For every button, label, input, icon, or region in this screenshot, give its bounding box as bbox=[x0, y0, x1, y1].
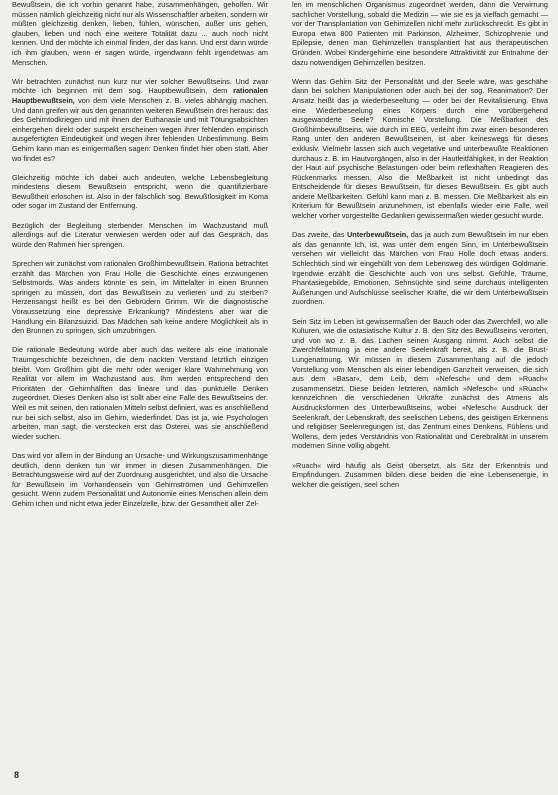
page-number: 8 bbox=[14, 770, 20, 780]
paragraph: Sprechen wir zunächst vom rationalen Großhirnbewußtsein. Rationa betrachtet erzählt das Märchen von Frau Holle die Geschichte eines erzwungenen Selbstmords. Was anders könnte es sein, im Mittelalter in einen Brunnen springen zu müssen, dort das Bewußtsein zu verlieren und zu sterben? Herzensangst heißt es bei den Gebrüdern Grimm. Wir die diagnostische Voraussetzung eine depressive Erkrankung? Mindestens aber war die Handlung ein Bilanzsuizid. Das Mädchen sah keine andere Möglichkeit als in den Brunnen zu springen, sich umzubringen. bbox=[12, 259, 268, 336]
paragraph: »Ruach« wird häufig als Geist übersetzt, als Sitz der Erkenntnis und Empfindungen. Zusammen bilden diese beiden die eine Lebensenergie, in welcher die geistigen, seel schen bbox=[292, 460, 548, 489]
bold-term: rationalen Hauptbewußtsein, bbox=[12, 86, 268, 105]
paragraph: len im menschlichen Organismus zugeordnet werden, dann die Verwirrung sachlicher Vorstellung, sobald die Medizin — wie sie es ja vielfach gemacht — vor der Transplantation von Gehirnzellen nicht mehr zurückschreckt. Es gibt in Europa etwa 800 Patienten mit Parkinson, Alzheimer, Schizophrenie und Epilepsie, denen man Gehirnzellen transplantiert hat aus therapeutischen Gründen. Wobei Kindergehirne eine besondere Attraktivität zur Entnahme der dazu notwendigen Gehirnzellen besitzen. bbox=[292, 0, 548, 67]
text-run: Das zweite, das bbox=[292, 230, 347, 240]
paragraph: Sein Sitz im Leben ist gewissermaßen der Bauch oder das Zwerchfell, wo alle Kulturen, wie die ostasiatische Kultur z. B. den Sitz des Bewußtseins verorten, und von wo z. B. das Lachen seinen Ausgang nimmt. Auch selbst die Zwerchfellatmung ja eine andere Seelenkraft bereit, als z. B. die Brust-Lungenatmung. Wir müssen in diesem Zusammenhang auf die jedoch Vorstellung vom Menschen als einer lebendigen Ganzheit verweisen, die sich aus dem »Basar«, dem Leib, dem »Nefesch« und dem »Ruach« zusammensetzt. Diese beiden letzteren, nämlich »Nefesch« und »Ruach« kennzeichnen die verschiedenen Urkräfte zunächst des Atmens als Ausdrucksformen des Unterbewußtseins, wobei »Nefesch« Ausdruck der Seelenkraft, der Lebenskraft, des seelischen Lebens, des geistigen Erkennens und religiöser Seelenregungen ist, das Zentrum eines Denkens, Fühlens und Wollens, dem jedes Verständnis von Rationalität und Cerebralität in unserem modernen Sinne völlig abgeht. bbox=[292, 316, 548, 451]
paragraph: Wenn das Gehirn Sitz der Personalität und der Seele wäre, was geschähe dann bei solchen Manipulationen oder auch bei der sog. Reanimation? Der Ansatz heißt das ja wiederbeseeltung — oder bei der Revitalisierung. Etwa eine Wiederbeseelung eines Körpers durch eine vorübergehend ausgewanderte Seele? Komische Vorstellung. Die Meßbarkeit des Großhirnbewußtseins, wie durch im EEG, verleiht ihm zwar einen besonderen Rang unter den anderen Bewußtseinen, ist aber keineswegs für dieses exklusiv. Vielmehr lassen sich auch vegetative und unterbewußte Reaktionen durchaus z. B. im Hautvorgängen, also in der Hautleitfähigkeit, in der Reaktion der Haut auf psychische Belastungen oder beim reflexhaften Reagieren des Rückenmarks messen. Also die Meßbarkeit ist nicht unbedingt das Entscheidende für dieses Bewußtsein, für dieses Bewußtsein. Es gibt auch andere Meßbarkeiten. Gefühl kann man z. B. messen. Die Meßbarkeit als ein Kriterium für Bewußtsein anzunehmen, ist ebenfalls wieder eine Falle, weil welcher vorher vorgestellte Gedanken gewissermaßen wieder gesucht wurde. bbox=[292, 76, 548, 221]
paragraph: Die rationale Bedeutung würde aber auch das weitere als eine irrationale Traumgeschichte bezeichnen, die dem nackten Verstand letztlich einzigen bleibt. Vom Großhirn gibt die mehr oder weniger klare Wahrnehmung von Realität vor allem im Wachzustand aus. Ihm werden entsprechend den Prioritäten der Gehirnhälften das lineare und das punktuelle Denken zugeordnet. Dieses Denken also ist sollt aber eine Falle des Bewußtseins der. Weil es mit seinen, den rationalen Mitteln selbst definiert, was es anschließend nur bei sich selbst, also im Gehirn, wiederfindet. Das ist ja, wie Psychologen arbeiten, man sagt, die verstecken erst das Osterei, was sie anschließend wieder suchen. bbox=[12, 345, 268, 441]
paragraph: Bewußtsein, die ich vorhin genannt habe, zusammenhängen, geholfen. Wir müssen nämlich gleichzeitig nicht nur als Wissenschaftler arbeiten, sondern wir müßten gleichzeitig denken, lieben, fühlen, wünschen, außer uns gehen, glauben, lieben und noch eine weitere Totalität dazu ... auch noch nicht kennen. Und der möchte ich einmal finden, der das kann. Und erst dann würde ich ihm glauben, wenn er sagen würde, irgendwann fehlt irgendetwas am Menschen. bbox=[12, 0, 268, 67]
paragraph: Das wird vor allem in der Bindung an Ursache- und Wirkungszusammenhänge deutlich, denn denken tun wir immer in diesen Zusammenhängen. Die Betrachtungsweise wird auf der Zuordnung ausgerichtet, und also die Ursache für Bewußtsein im Vorhandensein von Gehirnströmen und Gehirnzellen gesucht. Wenn zudem Personalität und Autonomie eines Menschen allein dem Gehirn ichen und nicht etwa jeder Einzelzelle, bzw. der Gesamtheit aller Zel- bbox=[12, 450, 268, 508]
paragraph: Gleichzeitig möchte ich dabei auch andeuten, welche Lebensbegleitung mindestens diesem Bewußtsein entspricht, wenn die quantifizierbare Bewußtheit erloschen ist. Also in der fälschlich sog. Bewußtlosigkeit im Koma oder sogar im Zustand der Entfernung. bbox=[12, 172, 268, 211]
paragraph bbox=[292, 230, 548, 307]
paragraph bbox=[12, 77, 268, 163]
bold-term: Unterbewußtsein, bbox=[347, 230, 409, 240]
text-run: Wir betrachten zunächst nun kurz nur vier solcher Bewußtseins. Und zwar möchte ich beginnen mit dem sog. Hauptbewußtsein, dem bbox=[12, 76, 268, 96]
paragraph: Bezüglich der Begleitung sterbender Menschen im Wachzustand muß allerdings auf die Literatur verwiesen werden oder auf das Gespräch, das würde den Rahmen hier sprengen. bbox=[12, 220, 268, 249]
right-column bbox=[292, 0, 548, 489]
text-run: von dem viele Menschen z. B. vieles abhängig machen. Und dann greifen wir aus den genannten weiteren Bewußtsein drei heraus: das des Gehirntodkriegen und mit ihnen der Euthanasie und mit Tötungsabsichten einhergehen direkt oder suspekt erscheinen wegen ihrer fehlenden empirisch ausgefertigten Eindeutigkeit und wegen ihrer fehlenden Unbestimmung. Beim Gehirn kann man es einigermaßen sagen: Denken findet hier oben statt. Aber wo findet es? bbox=[12, 95, 268, 163]
text-run: das ja auch zum Bewußtsein im nur eben als das genannte Ich, ist, was unter dem engen Sinn, im Unterbewußtsein versehen wir vielleicht das Märchen von Frau Holle doch etwas anders. Schlechtich sind wir eingehüllt von dem Lebensweg des würdigen Goldmarie. Irgendwie erzählt die Geschichte auch von uns selbst. Gefühle, Träume, Phantasiegebilde, Emotionen, Sehnsüchte sind seine durchaus intelligenten Äußerungen und Aufschlüsse seelischer Kräfte, die wir dem Unterbewußtsein zuordnen. bbox=[292, 230, 548, 307]
left-column bbox=[12, 0, 268, 508]
